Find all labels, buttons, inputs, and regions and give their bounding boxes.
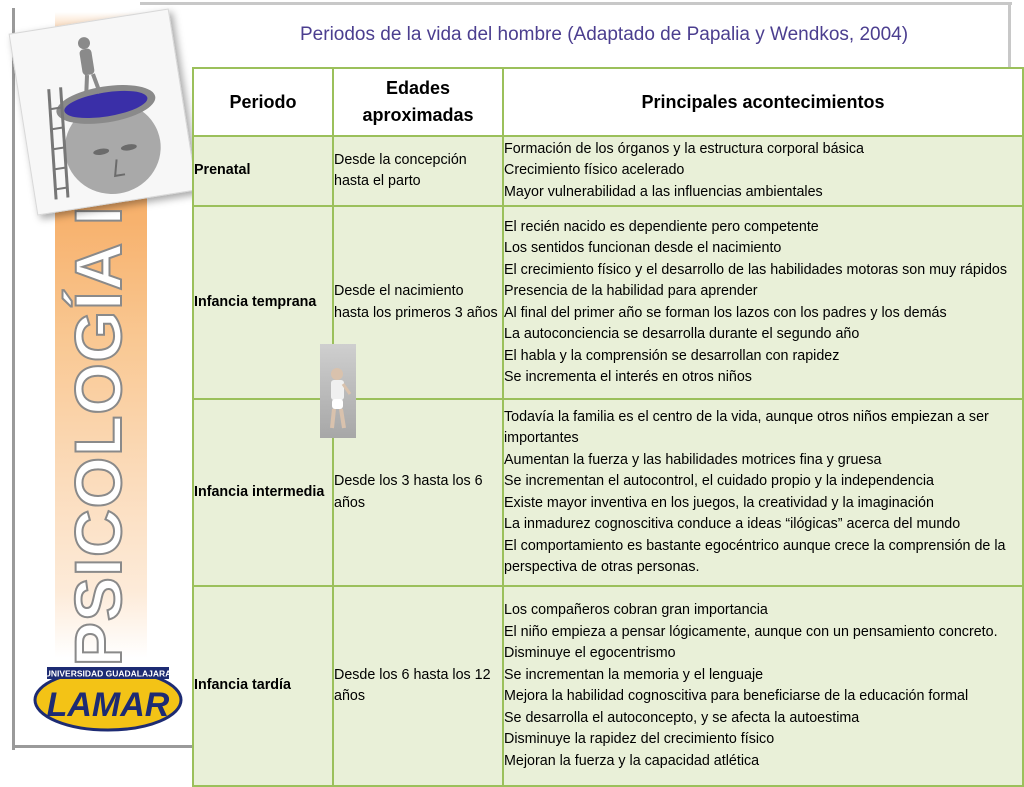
- period-cell: Infancia tardía: [193, 586, 333, 786]
- event-item: Disminuye el egocentrismo: [504, 645, 676, 661]
- toddler-photo: [320, 344, 356, 438]
- university-logo: [33, 664, 183, 732]
- event-item: Los compañeros cobran gran importancia: [504, 602, 768, 618]
- event-item: Disminuye la rapidez del crecimiento físico: [504, 731, 775, 747]
- period-cell: Infancia temprana: [193, 206, 333, 399]
- event-item: Se incrementan el autocontrol, el cuidado propio y la independencia: [504, 473, 934, 489]
- event-item: El recién nacido es dependiente pero competente: [504, 218, 819, 235]
- event-item: Mayor vulnerabilidad a las influencias ambientales: [504, 183, 823, 200]
- event-item: Existe mayor inventiva en los juegos, la creatividad y la imaginación: [504, 494, 934, 511]
- event-item: Presencia de la habilidad para aprender: [504, 283, 758, 299]
- header-acontecimientos: Principales acontecimientos: [503, 68, 1023, 136]
- life-periods-table: [192, 67, 1024, 787]
- event-item: Todavía la familia es el centro de la vida, aunque otros niños empiezan a ser importantes: [504, 408, 989, 446]
- event-item: Aumentan la fuerza y las habilidades motrices fina y gruesa: [504, 451, 882, 468]
- age-cell: Desde el nacimiento hasta los primeros 3 años: [333, 206, 503, 399]
- slide-title: Periodos de la vida del hombre (Adaptado de Papalia y Wendkos, 2004): [300, 24, 909, 45]
- event-item: El comportamiento es bastante egocéntrico aunque crece la comprensión de la perspectiva de otras personas.: [504, 537, 1006, 575]
- event-item: Los sentidos funcionan desde el nacimiento: [504, 240, 782, 256]
- header-periodo: Periodo: [193, 68, 333, 136]
- table-row: [193, 586, 1023, 786]
- events-cell: [503, 136, 1023, 206]
- age-cell: Desde los 3 hasta los 6 años: [333, 399, 503, 586]
- toddler-icon: [320, 344, 356, 438]
- event-item: Se incrementan la memoria y el lenguaje: [504, 666, 764, 683]
- event-item: Mejora la habilidad cognoscitiva para beneficiarse de la educación formal: [504, 688, 969, 704]
- slide-frame-right: [1008, 2, 1011, 68]
- events-cell: [503, 399, 1023, 586]
- event-item: El habla y la comprensión se desarrollan con rapidez: [504, 347, 840, 364]
- event-item: El niño empieza a pensar lógicamente, aunque con un pensamiento concreto.: [504, 623, 998, 640]
- slide-frame-left: [12, 8, 15, 750]
- events-cell: [503, 206, 1023, 399]
- logo-top-text: UNIVERSIDAD GUADALAJARA: [44, 668, 172, 679]
- event-item: El crecimiento físico y el desarrollo de las habilidades motoras son muy rápidos: [504, 261, 1008, 278]
- event-item: La inmadurez cognoscitiva conduce a ideas “ilógicas” acerca del mundo: [504, 516, 961, 532]
- head-ladder-icon: [10, 10, 197, 215]
- table-row: [193, 399, 1023, 586]
- logo-main-text: LAMAR: [46, 686, 170, 724]
- event-item: Se incrementa el interés en otros niños: [504, 369, 752, 385]
- event-item: Al final del primer año se forman los lazos con los padres y los demás: [504, 304, 947, 321]
- period-cell: Prenatal: [193, 136, 333, 206]
- header-edades: Edades aproximadas: [333, 68, 503, 136]
- period-cell: Infancia intermedia: [193, 399, 333, 586]
- age-cell: Desde la concepción hasta el parto: [333, 136, 503, 206]
- slide-frame-bottom: [12, 745, 192, 748]
- side-banner-text: PSICOLOGÍA I: [61, 205, 135, 667]
- event-item: Mejoran la fuerza y la capacidad atlética: [504, 752, 760, 769]
- slide-frame-top: [140, 2, 1012, 5]
- event-item: Crecimiento físico acelerado: [504, 162, 685, 179]
- event-item: Formación de los órganos y la estructura corporal básica: [504, 140, 864, 157]
- event-item: La autoconciencia se desarrolla durante el segundo año: [504, 326, 860, 342]
- age-cell: Desde los 6 hasta los 12 años: [333, 586, 503, 786]
- event-item: Se desarrolla el autoconcepto, y se afecta la autoestima: [504, 709, 860, 726]
- table-header-row: [193, 68, 1023, 136]
- table-row: [193, 206, 1023, 399]
- head-illustration: [9, 8, 198, 215]
- lamar-logo-icon: [33, 664, 183, 732]
- table-row: [193, 136, 1023, 206]
- events-cell: [503, 586, 1023, 786]
